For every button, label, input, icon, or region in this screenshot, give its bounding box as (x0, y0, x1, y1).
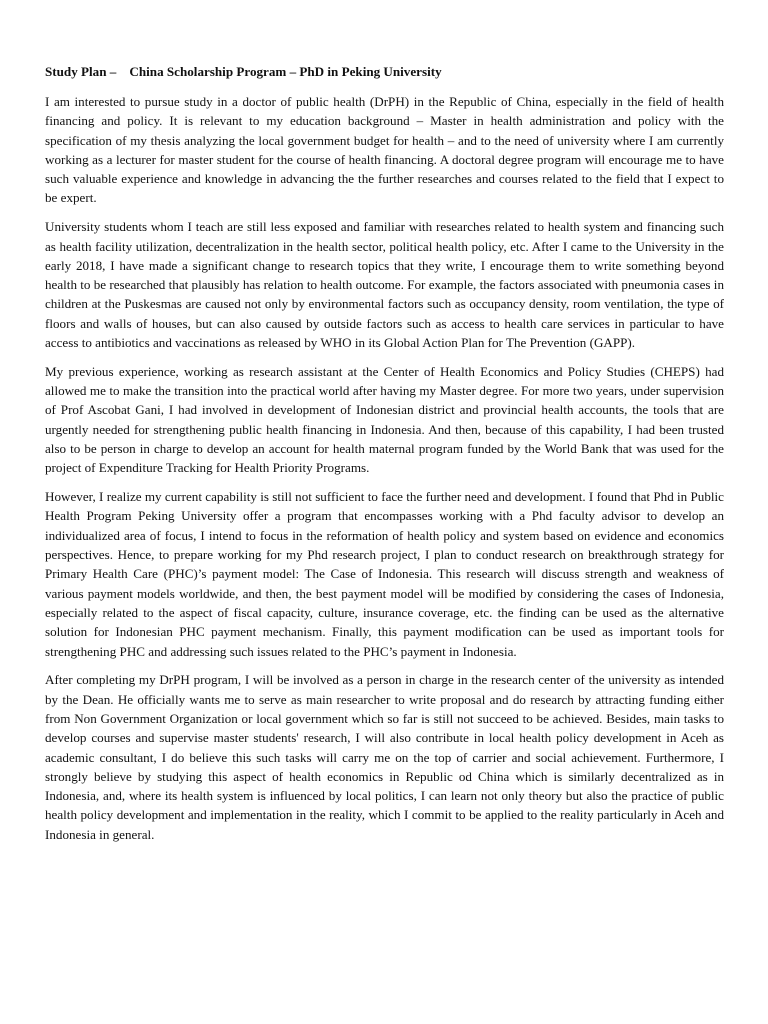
document-title: Study Plan – China Scholarship Program – PhD in Peking University (45, 64, 442, 79)
paragraph-4: However, I realize my current capability is still not sufficient to face the further need and development. I found that Phd in Public Health Program Peking University offer a program that encompasses working with a Phd faculty advisor to develop an individualized area of focus, I intend to focus in the reformation of health policy and system based on evidence and economics perspectives. Hence, to prepare working for my Phd research project, I plan to conduct research on breakthrough strategy for Primary Health Care (PHC)’s payment model: The Case of Indonesia. This research will discuss strength and weakness of various payment models worldwide, and then, the best payment model will be modified by considering the cases of Indonesia, especially related to the aspect of fiscal capacity, culture, insurance coverage, etc. the finding can be used as the alternative solution for Indonesian PHC payment mechanism. Finally, this payment modification can be used as important tools for strengthening PHC and addressing such issues related to the PHC’s payment in Indonesia. (45, 489, 724, 659)
paragraph-3: My previous experience, working as research assistant at the Center of Health Economics and Policy Studies (CHEPS) had allowed me to make the transition into the practical world after having my Master degree. For more two years, under supervision of Prof Ascobat Gani, I had involved in development of Indonesian district and provincial health accounts, the tools that are urgently needed for strengthening public health financing in Indonesia. And then, because of this capability, I had been trusted also to be person in charge to develop an account for health maternal program funded by the World Bank that was used for the project of Expenditure Tracking for Health Priority Programs. (45, 363, 724, 476)
paragraph-5: After completing my DrPH program, I will be involved as a person in charge in the research center of the university as intended by the Dean. He officially wants me to serve as main researcher to write proposal and do research by attracting funding either from Non Government Organization or local government which so far is still not succeed to be achieved. Besides, main tasks to develop courses and supervise master students' research, I will also contribute in local health policy development in Aceh as academic consultant, I do believe this such tasks will carry me on the top of carrier and social achievement. Furthermore, I strongly believe by studying this aspect of health economics in Republic od China which is similarly decentralized as in Indonesia, and, where its health system is influenced by local politics, I can learn not only theory but also the practice of public health policy development and implementation in the reality, which I commit to be applied to the reality particularly in Aceh and Indonesia in general. (45, 672, 724, 842)
document-page (45, 62, 724, 853)
paragraph-1: I am interested to pursue study in a doctor of public health (DrPH) in the Republic of China, especially in the field of health financing and policy. It is relevant to my education background – Master in health administration and policy with the specification of my thesis analyzing the local government budget for health – and to the need of university where I am currently working as a lecturer for master student for the course of health financing. A doctoral degree program will encourage me to have such valuable experience and knowledge in advancing the the further researches and courses related to the field that I expect to be expert. (45, 94, 724, 206)
paragraph-2: University students whom I teach are still less exposed and familiar with researches related to health system and financing such as health facility utilization, decentralization in the health sector, political health policy, etc. After I came to the University in the early 2018, I have made a significant change to research topics that they write, I encourage them to write something beyond health to be researched that plausibly has relation to health outcome. For example, the factors associated with pneumonia cases in children at the Puskesmas are caused not only by environmental factors such as occupancy density, room ventilation, the type of floors and walls of houses, but can also caused by outside factors such as access to health care services in particular to have access to antibiotics and vaccinations as released by WHO in its Global Action Plan for The Prevention (GAPP). (45, 219, 724, 351)
